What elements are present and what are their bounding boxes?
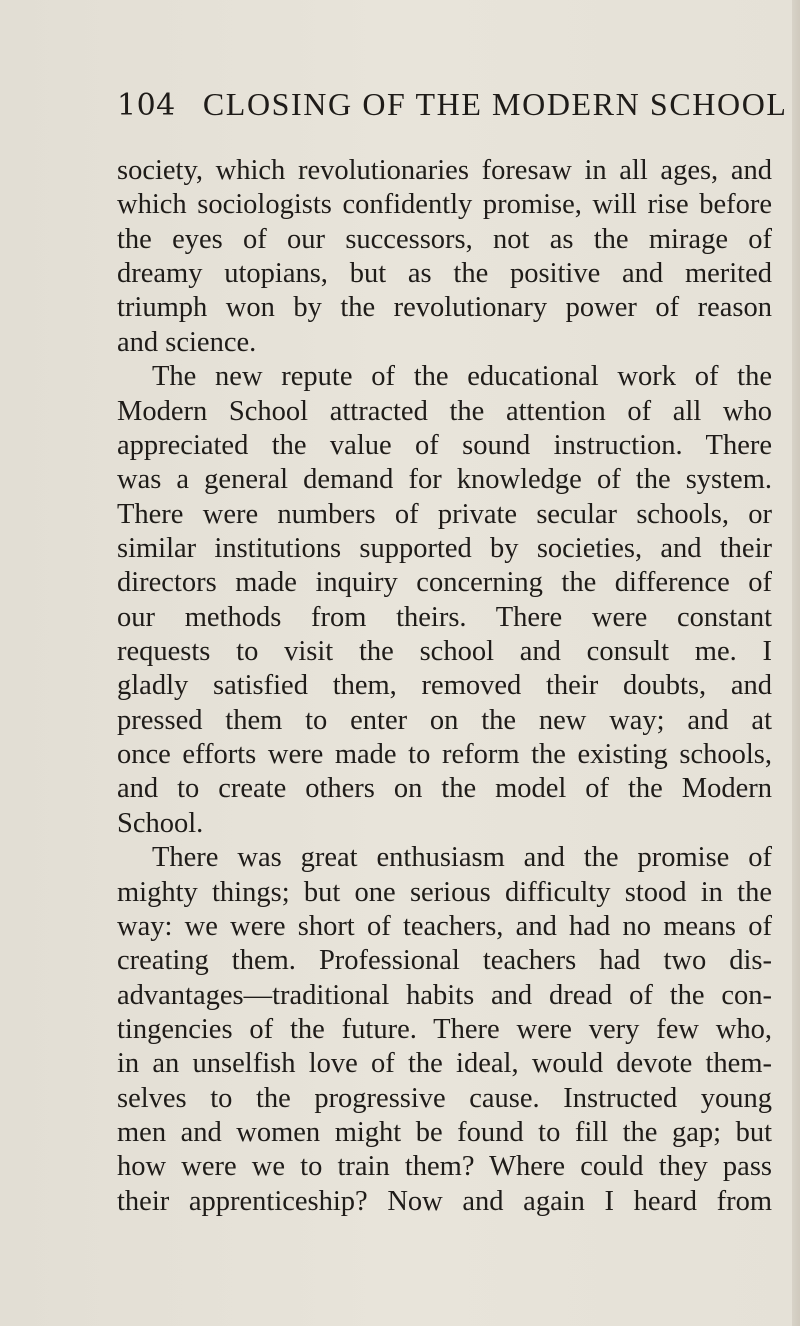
running-head: CLOSING OF THE MODERN SCHOOL — [202, 86, 788, 122]
text-line: and science. — [117, 326, 257, 358]
text-line: requests to visit the school and consult me. I — [117, 636, 772, 668]
text-line: selves to the progressive cause. Instructed young — [117, 1082, 772, 1114]
text-line: how were we to train them? Where could they pass — [117, 1151, 772, 1183]
text-line: creating them. Professional teachers had two dis- — [117, 945, 772, 977]
page-number: 104 — [117, 88, 176, 123]
text-line: and to create others on the model of the Modern — [117, 773, 772, 805]
text-line: pressed them to enter on the new way; and at — [117, 704, 772, 736]
body-text — [117, 154, 772, 1219]
text-line: advantages—traditional habits and dread of the con- — [117, 979, 772, 1011]
text-line: which sociologists confidently promise, will rise before — [117, 189, 772, 221]
page-edge — [792, 0, 800, 1326]
text-line: men and women might be found to fill the gap; but — [117, 1117, 772, 1149]
text-line: our methods from theirs. There were constant — [117, 601, 772, 633]
text-line: their apprenticeship? Now and again I heard from — [117, 1185, 772, 1217]
text-line: School. — [117, 807, 204, 839]
text-line: There was great enthusiasm and the promise of — [152, 842, 772, 874]
text-line: in an unselfish love of the ideal, would devote them- — [117, 1048, 772, 1080]
text-line: gladly satisfied them, removed their doubts, and — [117, 670, 772, 702]
text-line: the eyes of our successors, not as the mirage of — [117, 223, 772, 255]
text-line: The new repute of the educational work of the — [152, 361, 772, 393]
text-line: similar institutions supported by societies, and their — [117, 532, 772, 564]
text-line: triumph won by the revolutionary power of reason — [117, 292, 772, 324]
page-header — [117, 86, 788, 130]
text-line: society, which revolutionaries foresaw in all ages, and — [117, 155, 772, 186]
text-line: dreamy utopians, but as the positive and merited — [117, 258, 772, 290]
text-line: appreciated the value of sound instruction. There — [117, 429, 772, 461]
text-line: directors made inquiry concerning the difference of — [117, 567, 772, 599]
text-line: way: we were short of teachers, and had no means of — [117, 910, 772, 942]
text-line: tingencies of the future. There were very few who, — [117, 1013, 772, 1045]
text-line: There were numbers of private secular schools, or — [117, 498, 772, 530]
text-line: was a general demand for knowledge of the system. — [117, 464, 772, 496]
text-line: mighty things; but one serious difficulty stood in the — [117, 876, 772, 908]
text-line: Modern School attracted the attention of all who — [117, 395, 772, 427]
text-line: once efforts were made to reform the existing schools, — [117, 739, 772, 771]
